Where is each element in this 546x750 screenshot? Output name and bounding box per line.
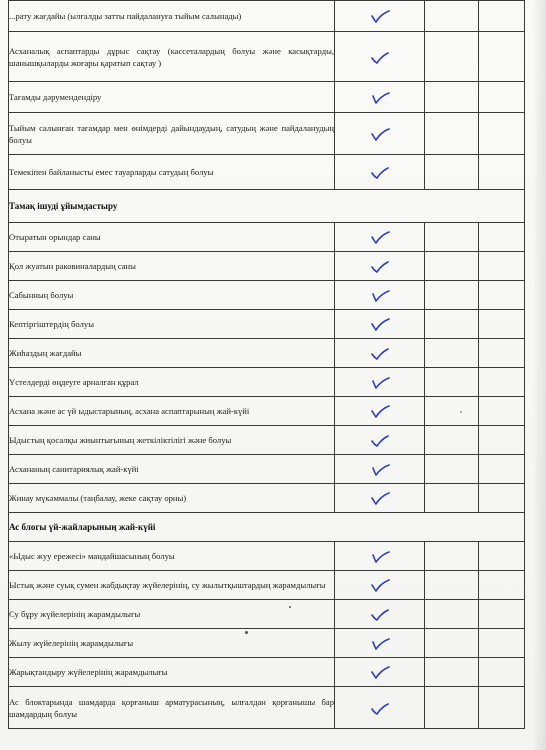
item-description: ...рату жағдайы (ылғалды затты пайдалануға тыйым салынады): [9, 1, 335, 32]
note-cell: [479, 281, 525, 310]
table-row: [9, 113, 525, 155]
handwritten-check-icon: [369, 126, 391, 142]
note-cell: [479, 397, 525, 426]
compliant-cell: [335, 155, 425, 190]
table-row: [9, 281, 525, 310]
note-cell: [479, 455, 525, 484]
compliant-cell: [335, 629, 425, 658]
handwritten-check-icon: [369, 164, 391, 180]
table-row: [9, 687, 525, 729]
table-row: [9, 484, 525, 513]
handwritten-check-icon: [369, 89, 391, 105]
compliant-cell: [335, 281, 425, 310]
non-compliant-cell: [425, 32, 479, 82]
compliant-cell: [335, 571, 425, 600]
handwritten-check-icon: [369, 577, 391, 593]
handwritten-check-icon: [369, 664, 391, 680]
note-cell: [479, 542, 525, 571]
note-cell: [479, 310, 525, 339]
compliant-cell: [335, 426, 425, 455]
handwritten-check-icon: [369, 374, 391, 390]
non-compliant-cell: [425, 484, 479, 513]
compliant-cell: [335, 484, 425, 513]
compliant-cell: [335, 397, 425, 426]
compliant-cell: [335, 252, 425, 281]
compliant-cell: [335, 310, 425, 339]
compliant-cell: [335, 368, 425, 397]
note-cell: [479, 658, 525, 687]
non-compliant-cell: [425, 223, 479, 252]
table-row: [9, 571, 525, 600]
table-row: [9, 600, 525, 629]
item-description: Жинау мүкәммалы (таңбалау, жеке сақтау орны): [9, 484, 335, 513]
table-row: [9, 82, 525, 113]
compliant-cell: [335, 32, 425, 82]
item-description: Ас блоктарында шамдарда қорғаныш арматурасының, ылғалдан қорғанышы бар шамдардың болуы: [9, 687, 335, 729]
item-description: Тағамды дәрумендендіру: [9, 82, 335, 113]
compliant-cell: [335, 113, 425, 155]
non-compliant-cell: [425, 339, 479, 368]
table-row: [9, 426, 525, 455]
non-compliant-cell: [425, 455, 479, 484]
non-compliant-cell: [425, 368, 479, 397]
checklist-table: [8, 0, 525, 729]
table-row: [9, 368, 525, 397]
non-compliant-cell: [425, 542, 479, 571]
note-cell: [479, 1, 525, 32]
non-compliant-cell: [425, 82, 479, 113]
scan-speck: [245, 631, 248, 634]
compliant-cell: [335, 658, 425, 687]
handwritten-check-icon: [369, 635, 391, 651]
scan-edge-shadow: [532, 0, 546, 750]
item-description: Ыстық және суық сумен жабдықтау жүйелерінің, су жылытқыштардың жарамдылығы: [9, 571, 335, 600]
item-description: «Ыдыс жуу ережесі» мандайшасының болуы: [9, 542, 335, 571]
note-cell: [479, 82, 525, 113]
handwritten-check-icon: [369, 548, 391, 564]
handwritten-check-icon: [369, 403, 391, 419]
handwritten-check-icon: [369, 345, 391, 361]
note-cell: [479, 484, 525, 513]
item-description: Асхананың санитариялық жай-күйі: [9, 455, 335, 484]
compliant-cell: [335, 687, 425, 729]
compliant-cell: [335, 542, 425, 571]
handwritten-check-icon: [369, 258, 391, 274]
item-description: Асханалық аспаптарды дұрыс сақтау (кассеталардың болуы және касықтарды, шанышқыларды жоғары қаратып сақтау ): [9, 32, 335, 82]
table-row: [9, 310, 525, 339]
compliant-cell: [335, 339, 425, 368]
table-row: [9, 1, 525, 32]
compliant-cell: [335, 455, 425, 484]
table-row: [9, 155, 525, 190]
handwritten-check-icon: [369, 490, 391, 506]
non-compliant-cell: [425, 310, 479, 339]
item-description: Жылу жүйелерінің жарамдылығы: [9, 629, 335, 658]
handwritten-check-icon: [369, 606, 391, 622]
section-title: Тамақ ішуді ұйымдастыру: [9, 190, 525, 223]
handwritten-check-icon: [369, 432, 391, 448]
item-description: Жарықтандыру жүйелерінің жарамдылығы: [9, 658, 335, 687]
table-row: [9, 339, 525, 368]
handwritten-check-icon: [369, 461, 391, 477]
handwritten-check-icon: [369, 8, 391, 24]
handwritten-check-icon: [369, 700, 391, 716]
table-row: [9, 223, 525, 252]
non-compliant-cell: [425, 397, 479, 426]
item-description: Ыдыстың қосалқы жиынтығының жеткіліктілігі және болуы: [9, 426, 335, 455]
item-description: Қол жуатын раковиналардың саны: [9, 252, 335, 281]
item-description: Асхана және ас үй ыдыстарының, асхана аспаптарының жай-күйі: [9, 397, 335, 426]
table-row: [9, 629, 525, 658]
note-cell: [479, 339, 525, 368]
note-cell: [479, 155, 525, 190]
handwritten-check-icon: [369, 229, 391, 245]
non-compliant-cell: [425, 281, 479, 310]
handwritten-check-icon: [369, 287, 391, 303]
item-description: Тыйым салынған тағамдар мен өнімдерді дайындаудың, сатудың және пайдаланудың болуы: [9, 113, 335, 155]
compliant-cell: [335, 600, 425, 629]
handwritten-check-icon: [369, 316, 391, 332]
note-cell: [479, 426, 525, 455]
compliant-cell: [335, 223, 425, 252]
table-row: [9, 252, 525, 281]
section-title: Ас блогы үй-жайларының жай-күйі: [9, 513, 525, 542]
table-row: [9, 32, 525, 82]
note-cell: [479, 571, 525, 600]
note-cell: [479, 687, 525, 729]
table-row: [9, 397, 525, 426]
non-compliant-cell: [425, 426, 479, 455]
note-cell: [479, 600, 525, 629]
non-compliant-cell: [425, 600, 479, 629]
item-description: Кептіргіштердің болуы: [9, 310, 335, 339]
non-compliant-cell: [425, 1, 479, 32]
compliant-cell: [335, 82, 425, 113]
non-compliant-cell: [425, 113, 479, 155]
note-cell: [479, 368, 525, 397]
note-cell: [479, 252, 525, 281]
compliant-cell: [335, 1, 425, 32]
item-description: Үстелдерді өңдеуге арналған құрал: [9, 368, 335, 397]
note-cell: [479, 113, 525, 155]
note-cell: [479, 629, 525, 658]
table-row: [9, 658, 525, 687]
table-row: [9, 542, 525, 571]
scan-speck: [289, 606, 291, 608]
note-cell: [479, 223, 525, 252]
handwritten-check-icon: [369, 49, 391, 65]
non-compliant-cell: [425, 687, 479, 729]
item-description: Темекіпен байланысты емес тауарларды сатудың болуы: [9, 155, 335, 190]
non-compliant-cell: [425, 658, 479, 687]
item-description: Сабынның болуы: [9, 281, 335, 310]
item-description: Жиһаздың жағдайы: [9, 339, 335, 368]
table-row: [9, 455, 525, 484]
section-row: [9, 190, 525, 223]
section-row: [9, 513, 525, 542]
scan-speck: [460, 411, 462, 413]
non-compliant-cell: [425, 252, 479, 281]
non-compliant-cell: [425, 155, 479, 190]
non-compliant-cell: [425, 629, 479, 658]
item-description: Су бұру жүйелерінің жарамдылығы: [9, 600, 335, 629]
note-cell: [479, 32, 525, 82]
non-compliant-cell: [425, 571, 479, 600]
item-description: Отыратын орындар саны: [9, 223, 335, 252]
